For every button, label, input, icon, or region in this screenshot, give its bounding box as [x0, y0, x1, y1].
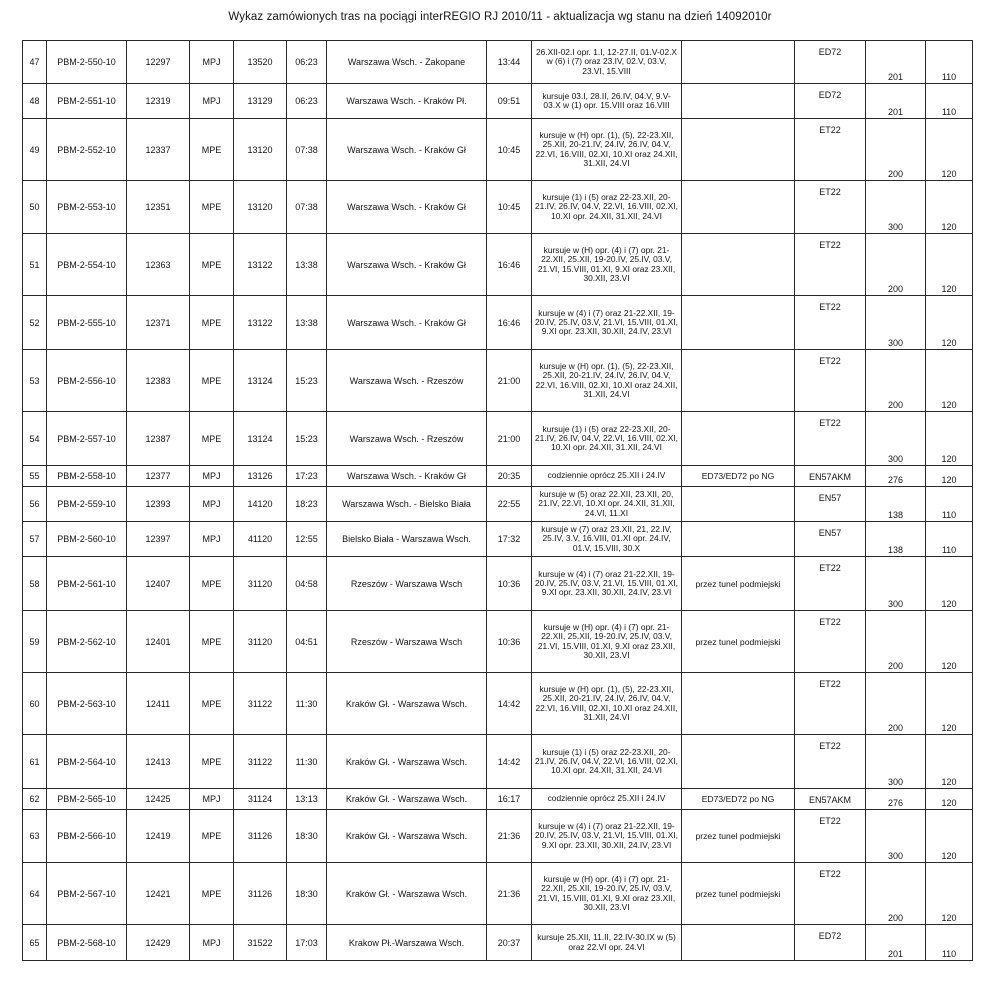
arrival-time: 16:46 [487, 296, 532, 350]
row-number: 48 [23, 84, 47, 119]
departure-time: 04:58 [287, 557, 327, 611]
document-title: Wykaz zamówionych tras na pociągi interREGIO RJ 2010/11 - aktualizacja wg stanu na dzień 14092010r [228, 11, 772, 23]
arrival-time: 20:37 [487, 925, 532, 961]
route-id: PBM-2-568-10 [47, 925, 127, 961]
relation-code: 13120 [234, 119, 287, 181]
row-number: 49 [23, 119, 47, 181]
departure-time: 13:13 [287, 789, 327, 810]
seat-count: 201 [866, 925, 926, 961]
category: MPJ [190, 925, 234, 961]
train-length: 110 [926, 84, 973, 119]
route-id: PBM-2-558-10 [47, 466, 127, 487]
schedule-notes: kursuje (1) i (5) oraz 22-23.XII, 20-21.IV, 26.IV, 04.V, 22.VI, 16.VIII, 02.XI, 10.XI opr. 24.XII, 31.XII, 24.VI [532, 181, 682, 234]
schedule-notes: kursuje w (H) opr. (4) i (7) opr. 21-22.XII, 25.XII, 19-20.IV, 25.IV, 03.V, 21.VI, 15.VIII, 01.XI, 9.XI oraz 23.XII, 30.XII, 23.VI [532, 863, 682, 925]
row-number: 57 [23, 522, 47, 557]
row-number: 62 [23, 789, 47, 810]
relation-code: 31126 [234, 810, 287, 863]
route-id: PBM-2-550-10 [47, 41, 127, 84]
route-name: Warszawa Wsch. - Rzeszów [327, 412, 487, 466]
arrival-time: 16:17 [487, 789, 532, 810]
departure-time: 15:23 [287, 412, 327, 466]
relation-code: 31522 [234, 925, 287, 961]
table-row [23, 673, 973, 735]
train-length: 110 [926, 522, 973, 557]
category: MPE [190, 234, 234, 296]
remarks [682, 41, 795, 84]
arrival-time: 10:45 [487, 119, 532, 181]
arrival-time: 22:55 [487, 487, 532, 522]
seat-count: 200 [866, 119, 926, 181]
schedule-notes: kursuje w (5) oraz 22.XII, 23.XII, 20, 21.IV, 22.VI, 10.XI opr. 24.XII, 31.XII, 24.VI, 11.XI [532, 487, 682, 522]
departure-time: 04:51 [287, 611, 327, 673]
departure-time: 17:03 [287, 925, 327, 961]
route-name: Kraków Gł. - Warszawa Wsch. [327, 789, 487, 810]
table-row [23, 487, 973, 522]
schedule-notes: kursuje w (H) opr. (4) i (7) opr. 21-22.XII, 25.XII, 19-20.IV, 25.IV, 03.V, 21.VI, 15.VIII, 01.XI, 9.XI oraz 23.XII, 30.XII, 23.VI [532, 611, 682, 673]
train-length: 120 [926, 673, 973, 735]
departure-time: 18:23 [287, 487, 327, 522]
rolling-stock: EN57AKM [795, 466, 866, 487]
category: MPE [190, 735, 234, 789]
route-id: PBM-2-559-10 [47, 487, 127, 522]
departure-time: 13:38 [287, 296, 327, 350]
table-row [23, 181, 973, 234]
arrival-time: 14:42 [487, 673, 532, 735]
schedule-notes: codziennie oprócz 25.XII i 24.IV [532, 789, 682, 810]
category: MPE [190, 412, 234, 466]
route-name: Warszawa Wsch. - Kraków Pł. [327, 84, 487, 119]
schedule-notes: kursuje (1) i (5) oraz 22-23.XII, 20-21.IV, 26.IV, 04.V, 22.VI, 16.VIII, 02.XI, 10.XI opr. 24.XII, 31.XII, 24.VI [532, 412, 682, 466]
seat-count: 276 [866, 466, 926, 487]
table-row [23, 412, 973, 466]
remarks [682, 925, 795, 961]
rolling-stock: EN57 [795, 522, 866, 557]
category: MPE [190, 557, 234, 611]
arrival-time: 09:51 [487, 84, 532, 119]
route-name: Warszawa Wsch. - Kraków Gł [327, 296, 487, 350]
train-length: 120 [926, 119, 973, 181]
table-row [23, 119, 973, 181]
train-number: 12363 [127, 234, 190, 296]
row-number: 59 [23, 611, 47, 673]
train-length: 120 [926, 296, 973, 350]
table-row [23, 863, 973, 925]
routes-table [22, 40, 973, 961]
train-length: 110 [926, 925, 973, 961]
route-id: PBM-2-566-10 [47, 810, 127, 863]
departure-time: 11:30 [287, 735, 327, 789]
schedule-notes: kursuje w (4) i (7) oraz 21-22.XII, 19-20.IV, 25.IV, 03.V, 21.VI, 15.VIII, 01.XI, 9.XI opr. 23.XII, 30.XII, 24.IV, 23.VI [532, 296, 682, 350]
row-number: 64 [23, 863, 47, 925]
route-name: Warszawa Wsch. - Bielsko Biała [327, 487, 487, 522]
table-row [23, 350, 973, 412]
category: MPE [190, 119, 234, 181]
rolling-stock: ET22 [795, 412, 866, 466]
rolling-stock: EN57 [795, 487, 866, 522]
seat-count: 201 [866, 84, 926, 119]
train-length: 120 [926, 789, 973, 810]
schedule-notes: kursuje 03.I, 28.II, 26.IV, 04.V, 9.V-03.X w (1) opr. 15.VIII oraz 16.VIII [532, 84, 682, 119]
seat-count: 200 [866, 611, 926, 673]
relation-code: 13122 [234, 234, 287, 296]
route-id: PBM-2-555-10 [47, 296, 127, 350]
train-length: 120 [926, 412, 973, 466]
train-length: 120 [926, 234, 973, 296]
arrival-time: 21:00 [487, 350, 532, 412]
departure-time: 11:30 [287, 673, 327, 735]
route-name: Kraków Gł. - Warszawa Wsch. [327, 673, 487, 735]
train-number: 12407 [127, 557, 190, 611]
table-row [23, 925, 973, 961]
schedule-notes: kursuje w (H) opr. (4) i (7) opr. 21-22.XII, 25.XII, 19-20.IV, 25.IV, 03.V, 21.VI, 15.VIII, 01.XI, 9.XI oraz 23.XII, 30.XII, 23.VI [532, 234, 682, 296]
seat-count: 300 [866, 296, 926, 350]
rolling-stock: ET22 [795, 296, 866, 350]
row-number: 50 [23, 181, 47, 234]
train-length: 120 [926, 466, 973, 487]
rolling-stock: ET22 [795, 234, 866, 296]
relation-code: 31122 [234, 673, 287, 735]
train-number: 12413 [127, 735, 190, 789]
departure-time: 06:23 [287, 84, 327, 119]
rolling-stock: ET22 [795, 119, 866, 181]
remarks [682, 673, 795, 735]
route-name: Warszawa Wsch. - Zakopane [327, 41, 487, 84]
schedule-notes: kursuje w (4) i (7) oraz 21-22.XII, 19-20.IV, 25.IV, 03.V, 21.VI, 15.VIII, 01.XI, 9.XI opr. 23.XII, 30.XII, 24.IV, 23.VI [532, 810, 682, 863]
seat-count: 138 [866, 487, 926, 522]
remarks [682, 412, 795, 466]
rolling-stock: ET22 [795, 810, 866, 863]
arrival-time: 21:36 [487, 810, 532, 863]
route-id: PBM-2-552-10 [47, 119, 127, 181]
train-length: 120 [926, 557, 973, 611]
rolling-stock: ED72 [795, 925, 866, 961]
route-id: PBM-2-557-10 [47, 412, 127, 466]
remarks [682, 735, 795, 789]
route-name: Bielsko Biała - Warszawa Wsch. [327, 522, 487, 557]
row-number: 61 [23, 735, 47, 789]
row-number: 58 [23, 557, 47, 611]
relation-code: 31122 [234, 735, 287, 789]
category: MPJ [190, 522, 234, 557]
relation-code: 13120 [234, 181, 287, 234]
table-row [23, 41, 973, 84]
train-number: 12425 [127, 789, 190, 810]
row-number: 55 [23, 466, 47, 487]
arrival-time: 21:36 [487, 863, 532, 925]
row-number: 60 [23, 673, 47, 735]
arrival-time: 16:46 [487, 234, 532, 296]
category: MPE [190, 350, 234, 412]
table-row [23, 611, 973, 673]
table-row [23, 296, 973, 350]
rolling-stock: ET22 [795, 181, 866, 234]
train-length: 120 [926, 611, 973, 673]
category: MPE [190, 181, 234, 234]
remarks: ED73/ED72 po NG [682, 789, 795, 810]
table-row [23, 810, 973, 863]
route-id: PBM-2-561-10 [47, 557, 127, 611]
seat-count: 200 [866, 234, 926, 296]
seat-count: 300 [866, 412, 926, 466]
table-row [23, 234, 973, 296]
table-row [23, 522, 973, 557]
train-number: 12393 [127, 487, 190, 522]
schedule-notes: kursuje w (H) opr. (1), (5), 22-23.XII, 25.XII, 20-21.IV, 24.IV, 26.IV, 04.V, 22.VI, 16.VIII, 02.XI, 10.XI oraz 24.XII, 31.XII, 24.VI [532, 119, 682, 181]
route-name: Kraków Gł. - Warszawa Wsch. [327, 863, 487, 925]
route-name: Warszawa Wsch. - Kraków Gł [327, 181, 487, 234]
rolling-stock: ET22 [795, 350, 866, 412]
remarks: przez tunel podmiejski [682, 557, 795, 611]
route-id: PBM-2-567-10 [47, 863, 127, 925]
departure-time: 06:23 [287, 41, 327, 84]
schedule-notes: codziennie oprócz 25.XII i 24.IV [532, 466, 682, 487]
category: MPJ [190, 789, 234, 810]
remarks [682, 350, 795, 412]
schedule-notes: 26.XII-02.I opr. 1.I, 12-27.II, 01.V-02.X w (6) i (7) oraz 23.IV, 02.V, 03.V, 23.VI, 15.VIII [532, 41, 682, 84]
seat-count: 201 [866, 41, 926, 84]
category: MPJ [190, 466, 234, 487]
train-number: 12401 [127, 611, 190, 673]
remarks: przez tunel podmiejski [682, 810, 795, 863]
table-row [23, 735, 973, 789]
schedule-notes: kursuje w (7) oraz 23.XII, 21, 22.IV, 25.IV, 3.V, 16.VIII, 01.XI opr. 24.IV, 01.V, 15.VIII, 30.X [532, 522, 682, 557]
relation-code: 31120 [234, 611, 287, 673]
arrival-time: 17:32 [487, 522, 532, 557]
seat-count: 276 [866, 789, 926, 810]
category: MPE [190, 810, 234, 863]
train-number: 12429 [127, 925, 190, 961]
category: MPJ [190, 487, 234, 522]
remarks [682, 84, 795, 119]
arrival-time: 10:36 [487, 557, 532, 611]
relation-code: 41120 [234, 522, 287, 557]
route-id: PBM-2-556-10 [47, 350, 127, 412]
remarks [682, 296, 795, 350]
schedule-notes: kursuje (1) i (5) oraz 22-23.XII, 20-21.IV, 26.IV, 04.V, 22.VI, 16.VIII, 02.XI, 10.XI opr. 24.XII, 31.XII, 24.VI [532, 735, 682, 789]
rolling-stock: ET22 [795, 673, 866, 735]
relation-code: 31124 [234, 789, 287, 810]
train-number: 12377 [127, 466, 190, 487]
route-id: PBM-2-554-10 [47, 234, 127, 296]
train-number: 12337 [127, 119, 190, 181]
remarks [682, 181, 795, 234]
train-length: 120 [926, 863, 973, 925]
departure-time: 18:30 [287, 810, 327, 863]
arrival-time: 20:35 [487, 466, 532, 487]
row-number: 65 [23, 925, 47, 961]
rolling-stock: ET22 [795, 863, 866, 925]
arrival-time: 13:44 [487, 41, 532, 84]
relation-code: 13124 [234, 350, 287, 412]
category: MPE [190, 296, 234, 350]
route-name: Krakow Pł.-Warszawa Wsch. [327, 925, 487, 961]
train-number: 12319 [127, 84, 190, 119]
route-name: Warszawa Wsch. - Kraków Gł [327, 466, 487, 487]
train-number: 12421 [127, 863, 190, 925]
category: MPE [190, 863, 234, 925]
train-number: 12411 [127, 673, 190, 735]
schedule-notes: kursuje w (4) i (7) oraz 21-22.XII, 19-20.IV, 25.IV, 03.V, 21.VI, 15.VIII, 01.XI, 9.XI opr. 23.XII, 30.XII, 24.IV, 23.VI [532, 557, 682, 611]
arrival-time: 10:45 [487, 181, 532, 234]
category: MPJ [190, 84, 234, 119]
seat-count: 300 [866, 557, 926, 611]
seat-count: 138 [866, 522, 926, 557]
seat-count: 200 [866, 673, 926, 735]
row-number: 52 [23, 296, 47, 350]
rolling-stock: ED72 [795, 41, 866, 84]
category: MPE [190, 673, 234, 735]
route-id: PBM-2-563-10 [47, 673, 127, 735]
train-number: 12371 [127, 296, 190, 350]
remarks [682, 119, 795, 181]
table-row [23, 557, 973, 611]
rolling-stock: ET22 [795, 735, 866, 789]
train-number: 12297 [127, 41, 190, 84]
departure-time: 07:38 [287, 181, 327, 234]
train-number: 12397 [127, 522, 190, 557]
route-name: Warszawa Wsch. - Kraków Gł [327, 234, 487, 296]
route-id: PBM-2-551-10 [47, 84, 127, 119]
rolling-stock: ET22 [795, 611, 866, 673]
route-id: PBM-2-560-10 [47, 522, 127, 557]
row-number: 63 [23, 810, 47, 863]
seat-count: 200 [866, 863, 926, 925]
row-number: 56 [23, 487, 47, 522]
schedule-notes: kursuje 25.XII, 11.II, 22.IV-30.IX w (5) oraz 22.VI opr. 24.VI [532, 925, 682, 961]
schedule-notes: kursuje w (H) opr. (1), (5), 22-23.XII, 25.XII, 20-21.IV, 24.IV, 26.IV, 04.V, 22.VI, 16.VIII, 02.XI, 10.XI oraz 24.XII, 31.XII, 24.VI [532, 673, 682, 735]
remarks: przez tunel podmiejski [682, 611, 795, 673]
route-name: Warszawa Wsch. - Rzeszów [327, 350, 487, 412]
seat-count: 300 [866, 735, 926, 789]
train-length: 120 [926, 350, 973, 412]
departure-time: 07:38 [287, 119, 327, 181]
relation-code: 31120 [234, 557, 287, 611]
category: MPJ [190, 41, 234, 84]
train-number: 12351 [127, 181, 190, 234]
row-number: 54 [23, 412, 47, 466]
remarks [682, 487, 795, 522]
train-number: 12419 [127, 810, 190, 863]
train-length: 120 [926, 810, 973, 863]
departure-time: 18:30 [287, 863, 327, 925]
row-number: 53 [23, 350, 47, 412]
relation-code: 13124 [234, 412, 287, 466]
train-length: 120 [926, 181, 973, 234]
route-id: PBM-2-553-10 [47, 181, 127, 234]
table-row [23, 466, 973, 487]
relation-code: 13122 [234, 296, 287, 350]
route-name: Kraków Gł. - Warszawa Wsch. [327, 810, 487, 863]
departure-time: 13:38 [287, 234, 327, 296]
relation-code: 13126 [234, 466, 287, 487]
arrival-time: 21:00 [487, 412, 532, 466]
row-number: 47 [23, 41, 47, 84]
route-id: PBM-2-564-10 [47, 735, 127, 789]
remarks: ED73/ED72 po NG [682, 466, 795, 487]
relation-code: 31126 [234, 863, 287, 925]
arrival-time: 14:42 [487, 735, 532, 789]
departure-time: 15:23 [287, 350, 327, 412]
schedule-notes: kursuje w (H) opr. (1), (5), 22-23.XII, 25.XII, 20-21.IV, 24.IV, 26.IV, 04.V, 22.VI, 16.VIII, 02.XI, 10.XI oraz 24.XII, 31.XII, 24.VI [532, 350, 682, 412]
seat-count: 300 [866, 181, 926, 234]
remarks [682, 234, 795, 296]
route-name: Warszawa Wsch. - Kraków Gł [327, 119, 487, 181]
route-id: PBM-2-562-10 [47, 611, 127, 673]
relation-code: 13520 [234, 41, 287, 84]
route-id: PBM-2-565-10 [47, 789, 127, 810]
category: MPE [190, 611, 234, 673]
departure-time: 17:23 [287, 466, 327, 487]
seat-count: 300 [866, 810, 926, 863]
relation-code: 13129 [234, 84, 287, 119]
rolling-stock: ET22 [795, 557, 866, 611]
train-number: 12387 [127, 412, 190, 466]
departure-time: 12:55 [287, 522, 327, 557]
train-number: 12383 [127, 350, 190, 412]
seat-count: 200 [866, 350, 926, 412]
relation-code: 14120 [234, 487, 287, 522]
route-name: Kraków Gł. - Warszawa Wsch. [327, 735, 487, 789]
table-row [23, 84, 973, 119]
rolling-stock: ED72 [795, 84, 866, 119]
train-length: 110 [926, 487, 973, 522]
train-length: 110 [926, 41, 973, 84]
train-length: 120 [926, 735, 973, 789]
arrival-time: 10:36 [487, 611, 532, 673]
route-name: Rzeszów - Warszawa Wsch [327, 611, 487, 673]
remarks [682, 522, 795, 557]
row-number: 51 [23, 234, 47, 296]
route-name: Rzeszów - Warszawa Wsch [327, 557, 487, 611]
remarks: przez tunel podmiejski [682, 863, 795, 925]
table-row [23, 789, 973, 810]
rolling-stock: EN57AKM [795, 789, 866, 810]
